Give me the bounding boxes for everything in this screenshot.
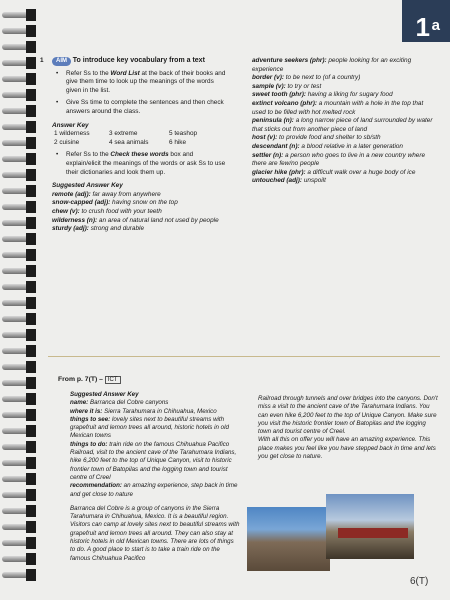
from-page-label: From p. 7(T) – ICT: [58, 376, 121, 383]
definition: wilderness (n): an area of natural land not used by people: [52, 216, 219, 224]
sample-paragraph: Railroad through tunnels and over bridges into the canyons. Don't miss a visit to the ancient cave of the Tarahumara Indians. You can even hike 6,200 feet to the top of Unique Canyon. Make sure you visit the historic frontier town of Batopilas and the logging town and tourist centre of Creel.: [258, 395, 438, 436]
definition: settler (n): a person who goes to live in a new country where there are few/no people: [252, 151, 425, 168]
sample-paragraph: With all this on offer you will have an amazing experience. This place makes you feel like you have stepped back in time and lets you get close to nature.: [258, 436, 436, 461]
answer-field: where it is: Sierra Tarahumara in Chihuahua, Mexico: [70, 407, 217, 415]
aim-badge: AIM: [52, 57, 71, 66]
train-shape: [338, 528, 408, 538]
section-heading: [40, 57, 227, 66]
answer: 3 extreme: [109, 130, 138, 138]
definition: border (v): to be next to (of a country): [252, 74, 361, 82]
unit-number: 1: [415, 12, 430, 42]
ict-badge: ICT: [105, 376, 121, 384]
answer: 6 hike: [169, 138, 187, 146]
section-number: 1: [40, 57, 44, 64]
instruction-2: • Give Ss time to complete the sentences and then check answers around the class.: [52, 99, 227, 116]
answer-field: things to see: lovely sites next to beautiful streams with grapefruit and lemon trees all around, historic hotels in old Mexican towns: [70, 415, 229, 440]
definition: sweet tooth (phr): having a liking for sugary food: [252, 91, 393, 99]
train-photo: [326, 494, 414, 559]
section-divider: [48, 356, 440, 357]
answer-key-left: [70, 391, 240, 563]
definition: extinct volcano (phr): a mountain with a hole in the top that used to be filled with hot melted rock: [252, 99, 424, 116]
answer-field: recommendation: an amazing experience, step back in time and get close to nature: [70, 482, 238, 498]
instruction-3: • Refer Ss to the Check these words box and explain/elicit the meanings of the words or ask Ss to use their dictionaries and look them up.: [52, 151, 227, 177]
spiral-binding: [0, 0, 40, 600]
answer-field: name: Barranca del Cobre canyons: [70, 399, 169, 407]
left-column: [40, 57, 227, 234]
answer: 4 sea animals: [109, 138, 149, 146]
definition: glacier hike (phr): a difficult walk over a huge body of ice: [252, 168, 416, 176]
page-number: 6(T): [410, 576, 429, 587]
definition: sample (v): to try or test: [252, 82, 322, 90]
instruction-1: • Refer Ss to the Word List at the back of their books and give them time to look up the meanings of the words given in the list.: [52, 70, 227, 96]
definition: chew (v): to crush food with your teeth: [52, 207, 162, 215]
definition: snow-capped (adj): having snow on the top: [52, 199, 178, 207]
right-column: [252, 57, 437, 186]
answer-key-heading: Answer Key: [52, 121, 89, 129]
definition: peninsula (n): a long narrow piece of land surrounded by water that sticks out from another piece of land: [252, 117, 433, 133]
answer: 5 teashop: [169, 130, 198, 138]
canyon-photo: [247, 507, 330, 571]
definition: remote (adj): far away from anywhere: [52, 190, 161, 198]
suggested-answer-key-heading: Suggested Answer Key: [70, 391, 139, 398]
answer-field: things to do: train ride on the famous Chihuahua Pacifico Railroad, visit to the ancient cave of the Tarahumara Indians, hike 6,200 feet to the top of Unique Canyon, visit to historic frontier town of Batopilas and the logging town and tourist centre of Creel: [70, 440, 237, 481]
answer: 1 wilderness: [54, 130, 90, 138]
suggested-answer-key-heading: Suggested Answer Key: [52, 182, 123, 190]
sample-paragraph: Barranca del Cobre is a group of canyons in the Sierra Tarahumara in Chihuahua, Mexico. It is a beautiful region. Visitors can camp at lovely sites next to beautiful streams with grapefruit and lemon trees all around. They can also stay at historic hotels in old Mexican towns. There are lots of things to do. A good place to start is to take a train ride on the famous Chihuahua Pacifico: [70, 504, 240, 562]
definition: host (v): to provide food and shelter to sb/sth: [252, 134, 381, 142]
definition: sturdy (adj): strong and durable: [52, 225, 145, 233]
answer: 2 cuisine: [54, 138, 80, 146]
unit-tab: [402, 0, 450, 42]
section-title: To introduce key vocabulary from a text: [72, 57, 205, 64]
answer-key-grid: [54, 130, 227, 147]
answer-key-right: [258, 395, 440, 461]
unit-letter: a: [431, 17, 440, 34]
definition: adventure seekers (phr): people looking for an exciting experience: [252, 57, 412, 73]
definition: descendant (n): a blood relative in a later generation: [252, 142, 403, 150]
definition: untouched (adj): unspoilt: [252, 177, 326, 185]
